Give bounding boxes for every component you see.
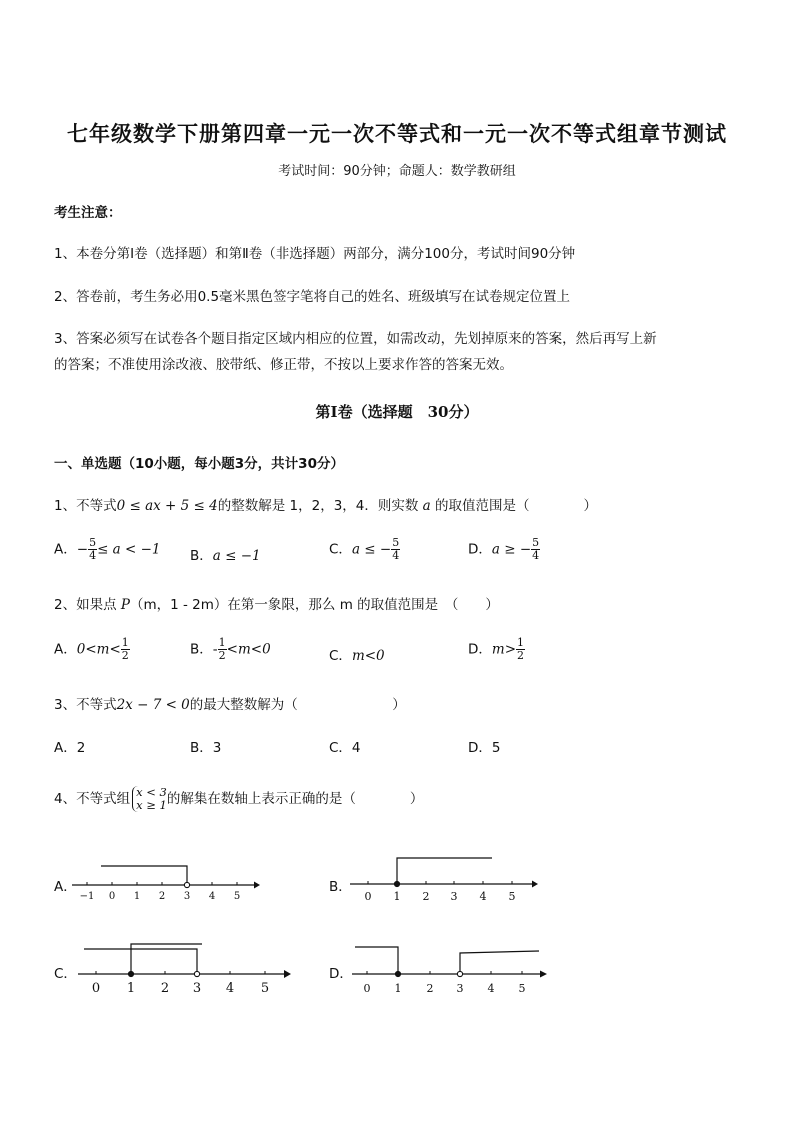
q4-system (132, 786, 167, 812)
q1-d-num: 5 (532, 536, 540, 549)
tick-labels (364, 982, 526, 995)
q2-b-tail: <m<0 (226, 641, 271, 658)
q1-a-num: 5 (89, 536, 97, 549)
open-point (184, 882, 189, 887)
tick-label: 2 (422, 890, 430, 903)
q4-row-1: x < 3 (136, 785, 167, 799)
q1-b-label: B． (190, 548, 213, 564)
q4-numberline-d[interactable] (350, 940, 555, 998)
q1-middle: 的整数解是 1，2，3，4．则实数 (217, 498, 419, 514)
q2-option-b[interactable] (190, 637, 271, 662)
tick-label: 0 (363, 982, 371, 995)
q2-coords: （m，1 - 2m） (129, 597, 228, 613)
q1-a-den: 4 (89, 549, 97, 562)
open-point (194, 971, 199, 976)
q2-d-den: 2 (517, 649, 525, 662)
q1-suffix: 的取值范围是（ ） (435, 498, 598, 514)
q4-option-d-label[interactable]: D． (329, 966, 353, 982)
q1-d-label: D． (468, 541, 492, 558)
q2-d-fraction (516, 637, 525, 662)
notice-item-2: 2、答卷前，考生务必用0.5毫米黑色签字笔将自己的姓名、班级填写在试卷规定位置上 (54, 289, 571, 305)
solution-ray-right (460, 951, 539, 971)
q4-numberline-a[interactable] (70, 855, 270, 905)
tick-label: 5 (260, 981, 270, 996)
q1-d-den: 4 (532, 549, 540, 562)
q4-suffix: 的解集在数轴上表示正确的是（ ） (166, 791, 424, 807)
notice-heading: 考生注意： (54, 205, 122, 221)
q2-b-label: B． (190, 641, 213, 658)
axis-arrow (254, 882, 260, 889)
q3-suffix: 的最大整数解为（ ） (189, 697, 406, 713)
tick-label: 5 (518, 982, 526, 995)
q4-option-a-label[interactable]: A． (54, 879, 77, 895)
q2-a-label: A． (54, 641, 77, 658)
question-2 (54, 593, 499, 613)
tick-label: 0 (91, 981, 101, 996)
tick-label: 5 (233, 891, 241, 902)
tick-label: 1 (126, 981, 136, 996)
q2-a-num: 1 (121, 636, 129, 649)
q2-a-text: 0<m< (76, 641, 121, 658)
tick-label: 5 (508, 890, 516, 903)
q4-option-c-label[interactable]: C． (54, 966, 77, 982)
tick-label: 4 (208, 891, 216, 902)
question-3 (54, 693, 406, 713)
tick-labels (92, 981, 269, 996)
q1-d-fraction (531, 537, 540, 562)
notice-item-3-cont: 的答案；不准使用涂改液、胶带纸、修正带，不按以上要求作答的答案无效。 (54, 357, 513, 373)
q2-d-label: D． (468, 641, 492, 658)
q2-c-label: C． (329, 648, 352, 664)
q2-prefix: 2、如果点 (54, 597, 117, 613)
tick-label: 0 (364, 890, 372, 903)
q2-b-den: 2 (218, 649, 226, 662)
tick-label: 3 (183, 891, 191, 902)
q2-b-num: 1 (218, 636, 226, 649)
solution-ray-left (355, 947, 398, 974)
closed-point (128, 971, 133, 976)
q2-option-d[interactable] (468, 637, 525, 662)
q3-option-d[interactable]: D．5 (468, 740, 501, 756)
q1-expression: 0 ≤ ax + 5 ≤ 4 (116, 498, 218, 514)
q1-c-label: C． (329, 541, 352, 558)
tick-label: 2 (158, 891, 166, 902)
q3-option-c[interactable]: C．4 (329, 740, 361, 756)
q1-c-fraction (391, 537, 400, 562)
q1-d-text: a ≥ − (491, 541, 532, 558)
q1-a-label: A． (54, 541, 77, 558)
q3-prefix: 3、不等式 (54, 697, 117, 713)
q2-b-pre: - (212, 641, 218, 658)
tick-label: 0 (108, 891, 116, 902)
solution-bracket (397, 858, 492, 884)
open-point (457, 971, 462, 976)
tick-label: 2 (160, 981, 170, 996)
closed-point (395, 971, 400, 976)
q4-prefix: 4、不等式组 (54, 791, 131, 807)
tick-labels (80, 891, 241, 902)
section-title: 第Ⅰ卷（选择题 30分） (315, 403, 479, 421)
q1-prefix: 1、不等式 (54, 498, 117, 514)
q2-d-text: m> (491, 641, 517, 658)
tick-label: 4 (479, 890, 487, 903)
exam-title: 七年级数学下册第四章一元一次不等式和一元一次不等式组章节测试 (67, 121, 727, 146)
axis-arrow (540, 971, 547, 978)
q1-a-fraction (88, 537, 97, 562)
q1-c-num: 5 (392, 536, 400, 549)
tick-label: −1 (79, 891, 95, 902)
tick-label: 2 (426, 982, 434, 995)
q1-c-text: a ≤ − (351, 541, 392, 558)
q1-a-sign: − (76, 541, 89, 558)
solution-bracket-left (84, 949, 197, 971)
solution-bracket (101, 866, 187, 882)
tick-label: 4 (225, 981, 235, 996)
axis-arrow (532, 881, 538, 888)
q3-expression: 2x − 7 < 0 (116, 697, 190, 713)
part-title: 一、单选题（10小题，每小题3分，共计30分） (54, 456, 344, 472)
q1-var: a (422, 498, 431, 514)
q1-b-text: a ≤ −1 (212, 548, 261, 564)
q1-option-b[interactable] (190, 544, 261, 564)
q2-option-c[interactable] (329, 644, 385, 664)
q1-option-d[interactable] (468, 537, 540, 562)
notice-item-1: 1、本卷分第Ⅰ卷（选择题）和第Ⅱ卷（非选择题）两部分，满分100分，考试时间90分钟 (54, 246, 576, 262)
q4-option-b-label[interactable]: B． (329, 879, 352, 895)
q2-suffix: 在第一象限，那么 m 的取值范围是 （ ） (227, 597, 499, 613)
q2-c-text: m<0 (351, 648, 385, 664)
notice-item-3: 3、答案必须写在试卷各个题目指定区域内相应的位置，如需改动，先划掉原来的答案，然后再写上新 (54, 331, 657, 347)
tick-label: 1 (133, 891, 141, 902)
question-1 (54, 494, 597, 514)
q4-row-2: x ≥ 1 (136, 798, 167, 812)
q1-option-a[interactable] (54, 537, 161, 562)
exam-subtitle: 考试时间：90分钟；命题人：数学教研组 (278, 164, 516, 179)
q3-option-a[interactable]: A．2 (54, 740, 86, 756)
q2-option-a[interactable] (54, 637, 130, 662)
question-4 (54, 786, 423, 812)
tick-label: 1 (393, 890, 401, 903)
q4-numberline-c[interactable] (76, 936, 296, 998)
q4-numberline-b[interactable] (348, 850, 548, 905)
q2-point: P (120, 597, 130, 613)
q2-a-den: 2 (121, 649, 129, 662)
tick-labels (365, 890, 516, 903)
tick-label: 3 (192, 981, 202, 996)
q1-c-den: 4 (392, 549, 400, 562)
closed-point (394, 881, 399, 886)
q2-b-fraction (218, 637, 227, 662)
axis-arrow (284, 970, 291, 978)
q2-a-fraction (121, 637, 130, 662)
q2-d-num: 1 (517, 636, 525, 649)
q3-option-b[interactable]: B．3 (190, 740, 222, 756)
tick-label: 3 (450, 890, 458, 903)
tick-label: 4 (487, 982, 495, 995)
q1-option-c[interactable] (329, 537, 400, 562)
q1-a-tail: ≤ a < −1 (97, 541, 161, 558)
tick-label: 3 (456, 982, 464, 995)
tick-label: 1 (394, 982, 402, 995)
